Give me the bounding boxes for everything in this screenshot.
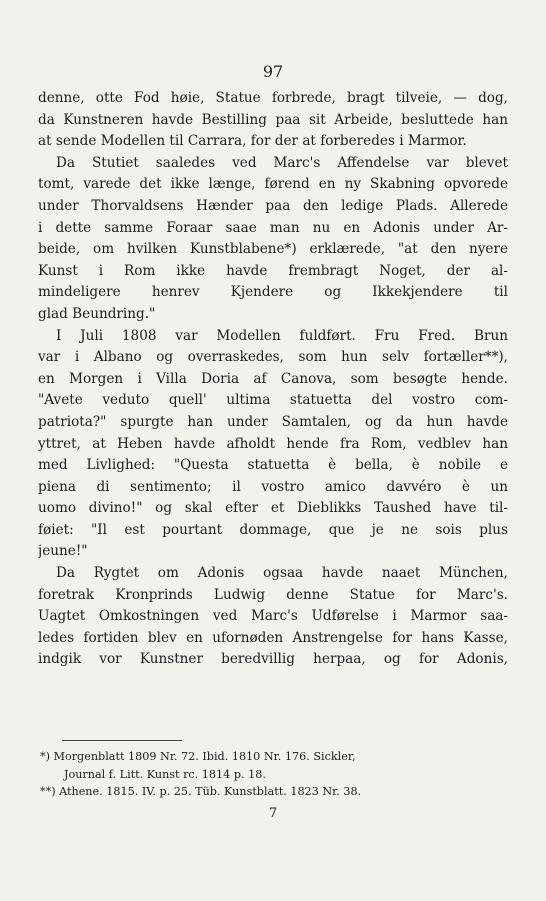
footnote-line: **) Athene. 1815. IV. p. 25. Tüb. Kunstblatt. 1823 Nr. 38. [40,785,362,798]
text-line: I Juli 1808 var Modellen fuldført. Fru Fred. Brun [56,327,508,344]
footnote-line: Journal f. Litt. Kunst rc. 1814 p. 18. [64,767,266,781]
page-number: 97 [262,62,284,81]
text-line: piena di sentimento; il vostro amico davvéro è un [38,478,508,495]
text-line: indgik vor Kunstner beredvillig herpaa, og for Adonis, [38,651,508,668]
text-line: yttret, at Heben havde afholdt hende fra Rom, vedblev han [38,435,508,452]
footnotes [40,748,506,801]
text-line: tomt, varede det ikke længe, førend en ny Skabning opvorede [38,176,508,193]
text-line: en Morgen i Villa Doria af Canova, som besøgte hende. [38,370,508,387]
text-line: "Avete veduto quell' ultima statuetta del vostro com- [38,392,508,409]
text-line: med Livlighed: "Questa statuetta è bella, è nobile e [38,457,508,474]
text-line: mindeligere henrev Kjendere og Ikkekjendere til [38,284,508,301]
text-line: Uagtet Omkostningen ved Marc's Udførelse i Marmor saa- [38,608,508,625]
text-line: glad Beundring." [38,305,156,322]
text-line: at sende Modellen til Carrara, for der at forberedes i Marmor. [38,133,467,150]
footnote-divider [62,740,182,741]
signature-mark: 7 [268,806,278,821]
text-line: Da Rygtet om Adonis ogsaa havde naaet München, [56,565,508,582]
text-line: patriota?" spurgte han under Samtalen, og da hun havde [38,413,508,430]
body-text [38,88,508,671]
text-line: denne, otte Fod høie, Statue forbrede, bragt tilveie, — dog, [38,90,508,106]
text-line: i dette samme Foraar saae man nu en Adonis under Ar- [38,219,508,236]
text-line: Da Stutiet saaledes ved Marc's Affendelse var blevet [56,154,508,171]
footnote-line: *) Morgenblatt 1809 Nr. 72. Ibid. 1810 Nr. 176. Sickler, [40,750,356,763]
text-line: Kunst i Rom ikke havde frembragt Noget, der al- [38,262,508,279]
text-line: jeune!" [38,543,88,560]
text-line: føiet: "Il est pourtant dommage, que je ne sois plus [38,521,508,538]
text-line: var i Albano og overraskedes, som hun selv fortæller**), [38,349,508,366]
text-line: under Thorvaldsens Hænder paa den ledige Plads. Allerede [38,197,508,214]
text-line: uomo divino!" og skal efter et Dieblikks Taushed have til- [38,500,508,517]
text-line: da Kunstneren havde Bestilling paa sit Arbeide, besluttede han [38,111,508,128]
text-line: ledes fortiden blev en ufornøden Anstrengelse for hans Kasse, [38,629,508,646]
text-line: beide, om hvilken Kunstblabene*) erklærede, "at den nyere [38,241,508,258]
text-line: foretrak Kronprinds Ludwig denne Statue for Marc's. [38,586,508,603]
